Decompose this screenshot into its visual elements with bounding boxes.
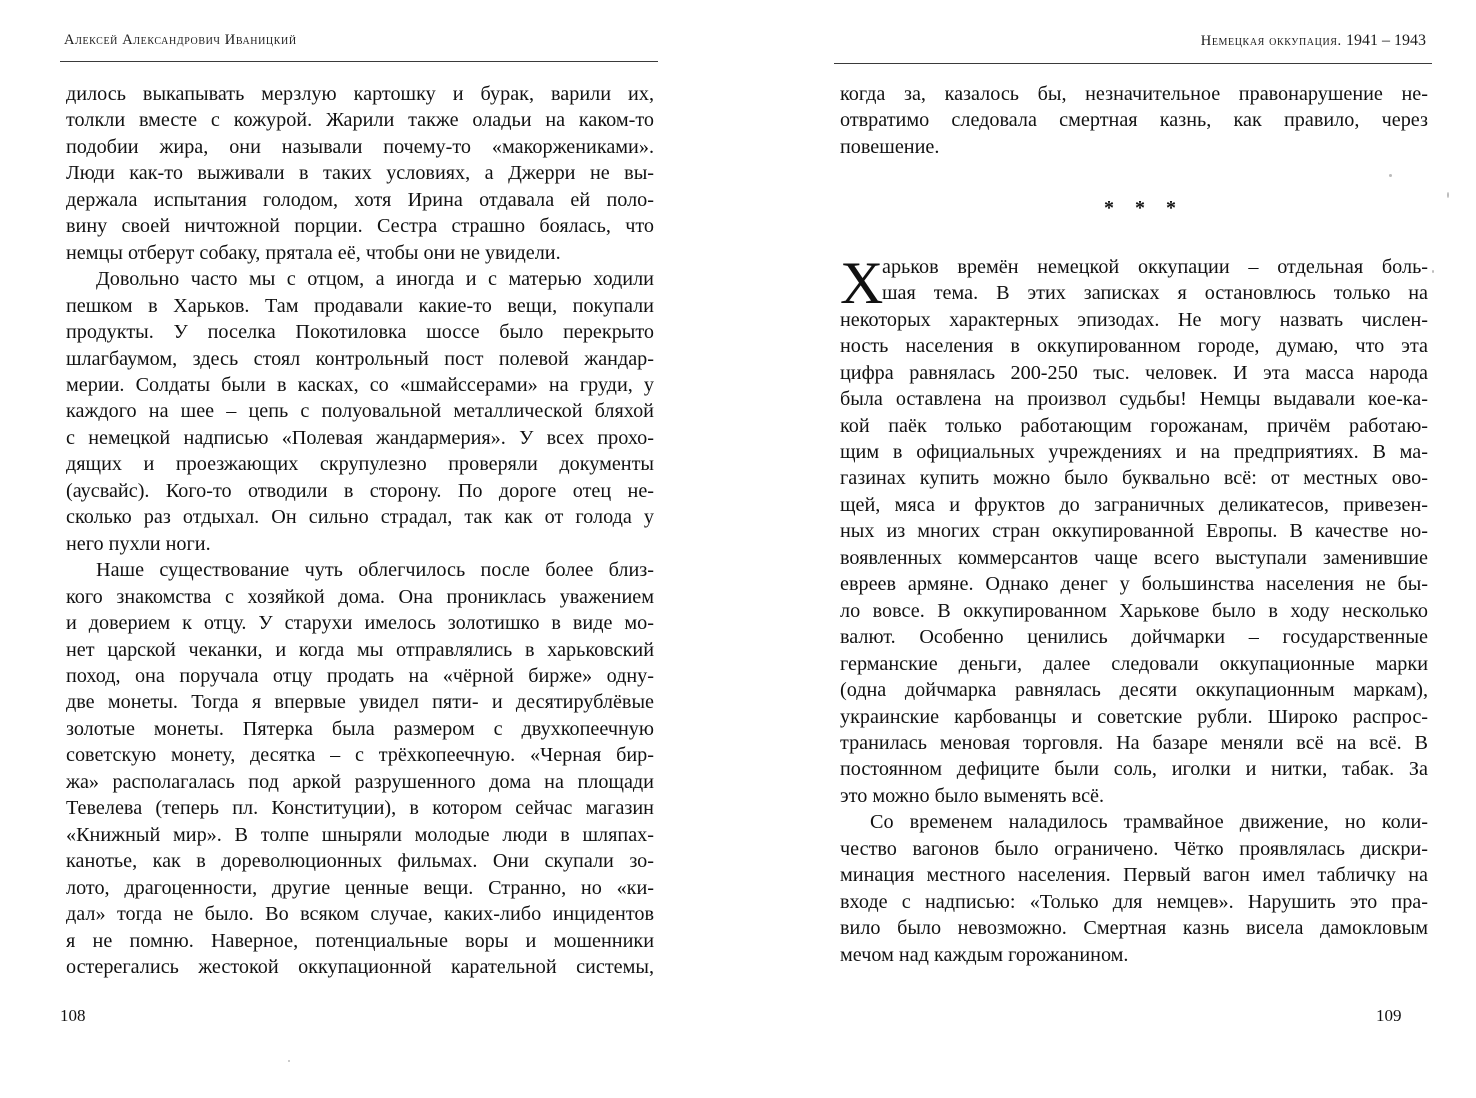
text-line: щей, мяса и фруктов до заграничных деликатесов, привезен- [840, 493, 1428, 516]
text-line: дящих и проезжающих скрупулезно проверяли документы [66, 453, 654, 476]
text-line: дал» тогда не было. Во всяком случае, каких-либо инцидентов [66, 903, 654, 926]
text-line: это можно было выменять всё. [840, 784, 1105, 807]
text-line: входе с надписью: «Только для немцев». Нарушить это пра- [840, 890, 1428, 913]
section-separator: * * * [1104, 197, 1184, 220]
text-line: Наше существование чуть облегчилось после более близ- [96, 559, 654, 582]
text-line: шлагбаумом, здесь стоял контрольный пост полевой жандар- [66, 347, 654, 370]
drop-cap: Х [840, 249, 884, 316]
text-line: ло вовсе. В оккупированном Харькове было в ходу несколько [840, 599, 1428, 622]
text-line: остерегались жестокой оккупационной карательной системы, [66, 955, 654, 978]
text-line: дилось выкапывать мерзлую картошку и бурак, варили их, [66, 83, 654, 105]
text-line: Со временем наладилось трамвайное движение, но коли- [870, 811, 1428, 834]
text-line: лото, драгоценности, другие ценные вещи. Странно, но «ки- [66, 876, 654, 899]
text-line: пешком в Харьков. Там продавали какие-то вещи, покупали [66, 294, 654, 317]
text-line: сколько раз отдыхал. Он сильно страдал, так как от голода у [66, 506, 654, 529]
text-line: транилась меновая торговля. На базаре меняли всё на всё. В [840, 731, 1428, 754]
scan-speck [1432, 270, 1434, 273]
text-line: я не помню. Наверное, потенциальные воры и мошенники [66, 929, 654, 952]
header-rule-left [60, 61, 658, 62]
text-line: (аусвайс). Кого-то отводили в сторону. По дороге отец не- [66, 479, 654, 502]
text-line: цифра равнялась 200-250 тыс. человек. И эта масса народа [840, 361, 1428, 384]
text-line: шая тема. В этих записках я остановлюсь только на [882, 282, 1428, 305]
text-line: щим в официальных учреждениях и на предприятиях. В ма- [840, 440, 1428, 463]
page-number-left: 108 [60, 1006, 86, 1025]
text-line: мерии. Солдаты были в касках, со «шмайссерами» на груди, у [66, 373, 654, 396]
header-rule-right [834, 63, 1432, 64]
text-line: ность населения в оккупированном городе, думаю, что эта [840, 335, 1428, 358]
text-line: продукты. У поселка Покотиловка шоссе было перекрыто [66, 321, 654, 344]
text-line: кой паёк только работающим горожанам, причём работаю- [840, 414, 1428, 437]
text-line: кого знакомства с хозяйкой дома. Она прониклась уважением [66, 585, 654, 608]
text-line: газинах купить можно было буквально всё: от местных ово- [840, 467, 1428, 490]
text-line: когда за, казалось бы, незначительное правонарушение не- [840, 83, 1428, 105]
text-line: вину своей ничтожной порции. Сестра страшно боялась, что [66, 215, 654, 238]
text-line: некоторых характерных эпизодах. Не могу назвать числен- [840, 308, 1428, 331]
text-line: ных из многих стран оккупированной Европы. В качестве но- [840, 520, 1428, 543]
text-line: советскую монету, десятка – с трёхкопеечную. «Черная бир- [66, 744, 654, 767]
text-line: две монеты. Тогда я впервые увидел пяти- и десятирублёвые [66, 691, 654, 714]
text-line: держала испытания голодом, хотя Ирина отдавала ей поло- [66, 188, 654, 211]
text-line: «Книжный мир». В толпе шныряли молодые люди в шляпах- [66, 823, 654, 846]
text-line: с немецкой надписью «Полевая жандармерия». У всех прохо- [66, 426, 654, 449]
running-header-right [1201, 32, 1426, 50]
text-line: отвратимо следовала смертная казнь, как правило, через [840, 109, 1428, 132]
text-line: жа» располагалась под аркой разрушенного дома на площади [66, 770, 654, 793]
text-line: подобии жира, они называли почему-то «макоржениками». [66, 135, 654, 158]
text-line: Тевелева (теперь пл. Конституции), в котором сейчас магазин [66, 797, 654, 820]
text-line: Довольно часто мы с отцом, а иногда и с матерью ходили [96, 268, 654, 291]
text-line: арьков времён немецкой оккупации – отдельная боль- [882, 255, 1428, 278]
text-line: и доверием к отцу. У старухи имелось золотишко в виде мо- [66, 612, 654, 635]
text-line: немцы отберут собаку, прятала её, чтобы они не увидели. [66, 241, 561, 264]
text-line: поход, она поручала отцу продать на «чёрной бирже» одну- [66, 664, 654, 687]
text-line: золотые монеты. Пятерка была размером с двухкопеечную [66, 717, 654, 740]
text-line: (одна дойчмарка равнялась десяти оккупационным маркам), [840, 679, 1428, 702]
text-line: повешение. [840, 135, 940, 158]
text-line: нет царской чеканки, и когда мы отправлялись в харьковский [66, 638, 654, 661]
text-line: каждого на шее – цепь с полуовальной металлической бляхой [66, 400, 654, 423]
text-line: него пухли ноги. [66, 532, 211, 555]
text-line: украинские карбованцы и советские рубли. Широко распрос- [840, 705, 1428, 728]
dropcap-paragraph [840, 249, 1428, 316]
text-line: мечом над каждым горожанином. [840, 943, 1129, 966]
running-header-title: Немецкая оккупация. [1200, 33, 1342, 49]
left-page-text [66, 81, 654, 980]
scan-speck [288, 1060, 290, 1062]
text-line: канотье, как в дореволюционных фильмах. Они скупали зо- [66, 850, 654, 873]
text-line: постоянном дефиците были соль, иголки и нитки, табак. За [840, 758, 1428, 781]
text-line: вило было невозможно. Смертная казнь висела дамокловым [840, 917, 1428, 940]
page-number-right: 109 [1376, 1006, 1402, 1025]
text-line: евреев армяне. Однако денег у большинства населения не бы- [840, 573, 1428, 596]
right-page [738, 0, 1476, 1098]
running-header-years: 1941 – 1943 [1346, 32, 1426, 49]
text-line: минация местного населения. Первый вагон имел табличку на [840, 864, 1428, 887]
text-line: толкли вместе с кожурой. Жарили также оладьи на каком-то [66, 109, 654, 132]
text-line: валют. Особенно ценились дойчмарки – государственные [840, 626, 1428, 649]
text-line: воявленных коммерсантов чаще всего выступали заменившие [840, 546, 1428, 569]
scan-speck [1447, 192, 1449, 198]
scan-speck [1389, 174, 1392, 177]
text-line: чество вагонов было ограничено. Чётко проявлялась дискри- [840, 837, 1428, 860]
paragraph-lines [840, 307, 1428, 968]
text-line: Люди как-то выживали в таких условиях, а Джерри не вы- [66, 162, 654, 185]
running-header-left: Алексей Александрович Иваницкий [64, 32, 297, 48]
continued-paragraph [840, 81, 1428, 160]
text-line: германские деньги, далее следовали оккупационные марки [840, 652, 1428, 675]
text-line: была оставлена на произвол судьбы! Немцы выдавали кое-ка- [840, 388, 1428, 411]
right-page-text [840, 81, 1428, 968]
